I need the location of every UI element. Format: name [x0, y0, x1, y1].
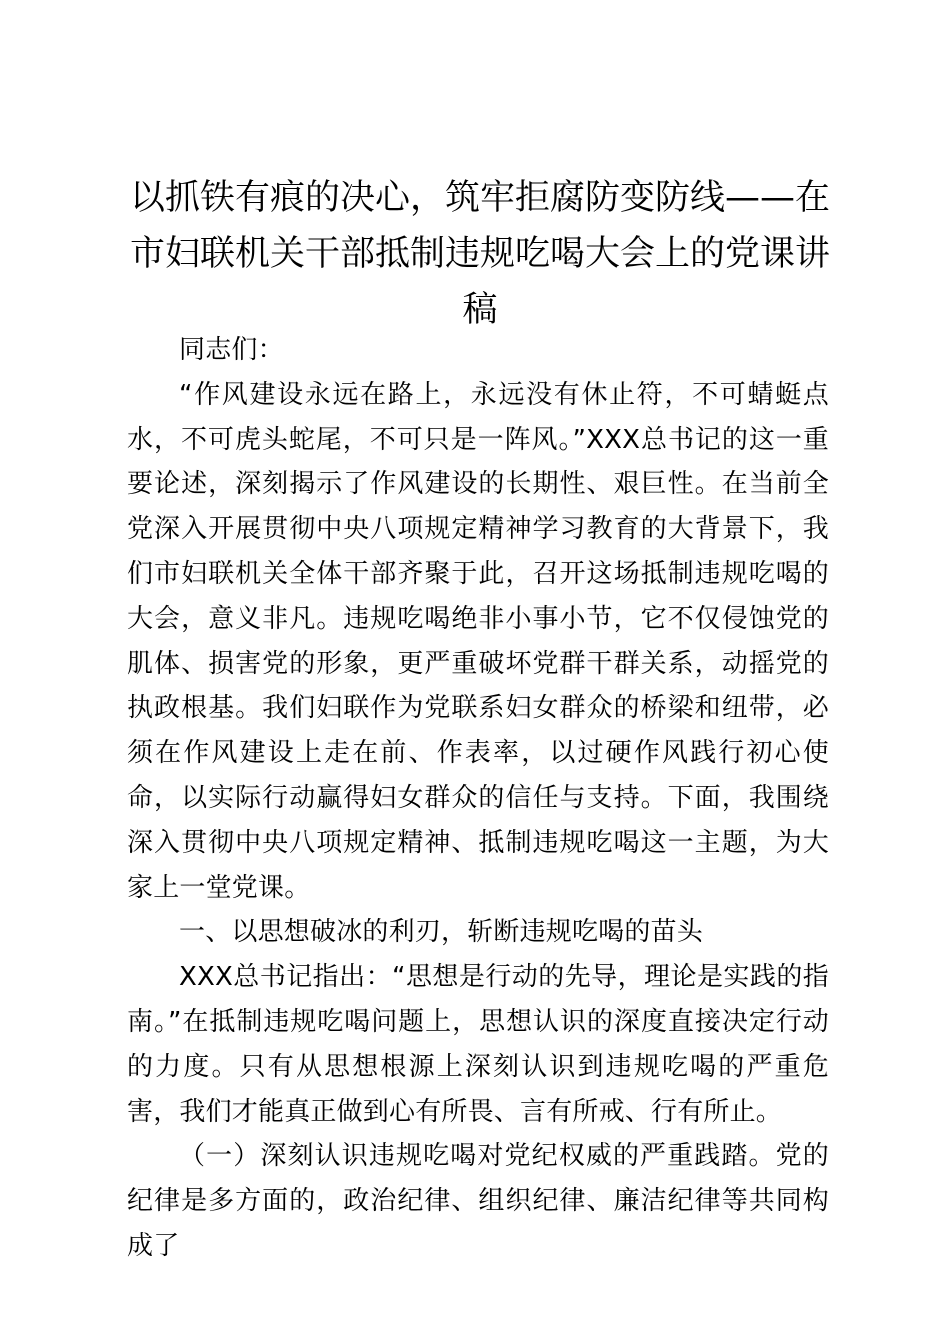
- intro-paragraph: “作风建设永远在路上，永远没有休止符，不可蜻蜓点水，不可虎头蛇尾，不可只是一阵风。”XXX总书记的这一重要论述，深刻揭示了作风建设的长期性、艰巨性。在当前全党深入开展贯彻中央八项规定精神学习教育的大背景下，我们市妇联机关全体干部齐聚于此，召开这场抵制违规吃喝的大会，意义非凡。违规吃喝绝非小事小节，它不仅侵蚀党的肌体、损害党的形象，更严重破坏党群干群关系，动摇党的执政根基。我们妇联作为党联系妇女群众的桥梁和纽带，必须在作风建设上走在前、作表率，以过硬作风践行初心使命，以实际行动赢得妇女群众的信任与支持。下面，我围绕深入贯彻中央八项规定精神、抵制违规吃喝这一主题，为大家上一堂党课。: [127, 379, 829, 903]
- subsection-paragraph: （一）深刻认识违规吃喝对党纪权威的严重践踏。党的纪律是多方面的，政治纪律、组织纪律、廉洁纪律等共同构成了: [127, 1141, 829, 1261]
- greeting-paragraph: 同志们：: [179, 335, 284, 365]
- section-heading-1: 一、以思想破冰的利刃，斩断违规吃喝的苗头: [179, 917, 704, 948]
- document-body: [127, 328, 829, 1269]
- body-paragraph: XXX总书记指出：“思想是行动的先导，理论是实践的指南。”在抵制违规吃喝问题上，思想认识的深度直接决定行动的力度。只有从思想根源上深刻认识到违规吃喝的严重危害，我们才能真正做到心有所畏、言有所戒、行有所止。: [127, 962, 829, 1127]
- document-title: 以抓铁有痕的决心，筑牢拒腐防变防线——在市妇联机关干部抵制违规吃喝大会上的党课讲稿: [129, 178, 830, 330]
